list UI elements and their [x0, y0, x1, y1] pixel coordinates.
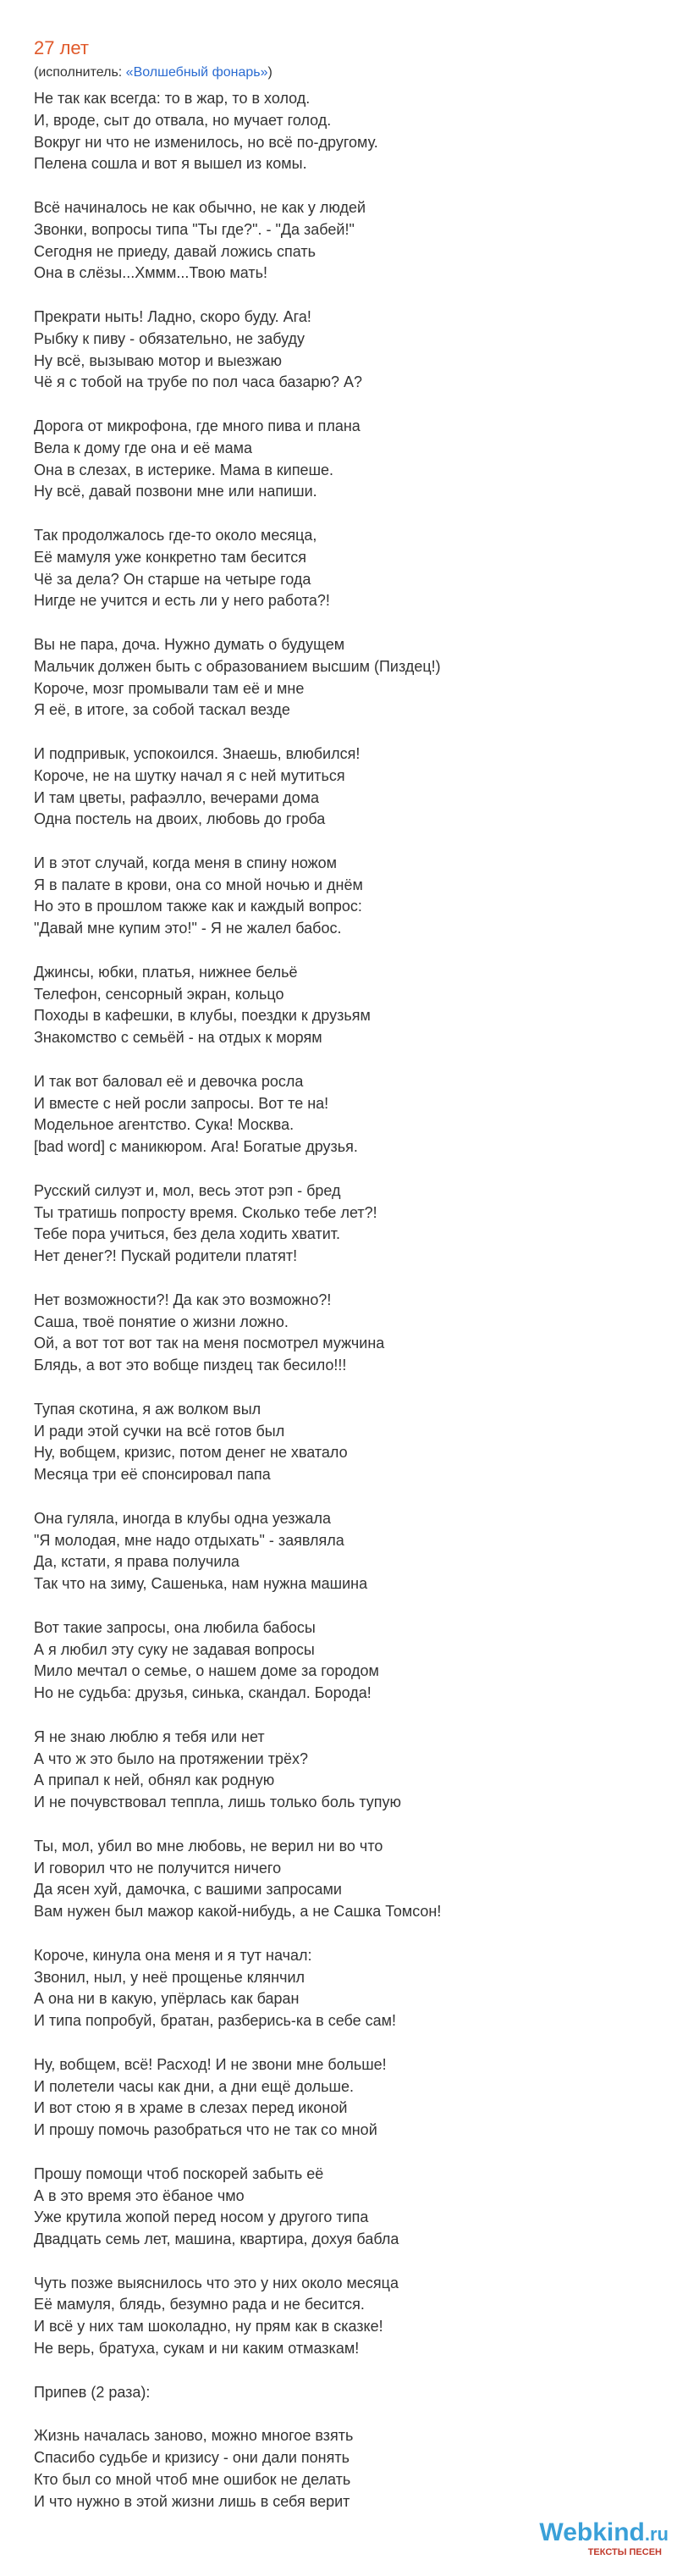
lyric-line: А она ни в какую, упёрлась как баран: [34, 1990, 300, 2008]
lyric-line: Дорога от микрофона, где много пива и плана: [34, 417, 361, 434]
lyric-line: А я любил эту суку не задавая вопросы: [34, 1640, 315, 1658]
lyric-line: Знакомство с семьёй - на отдых к морям: [34, 1029, 322, 1047]
lyric-line: Нет возможности?! Да как это возможно?!: [34, 1291, 332, 1308]
lyric-line: Жизнь началась заново, можно многое взять: [34, 2427, 354, 2445]
logo-subtitle: ТЕКСТЫ ПЕСЕН: [587, 2547, 662, 2557]
lyric-line: И вместе с ней росли запросы. Вот те на!: [34, 1094, 329, 1112]
stanza: [34, 634, 660, 721]
stanza-gap: [34, 1923, 660, 1945]
stanza-gap: [34, 394, 660, 416]
lyric-line: "Давай мне купим это!" - Я не жалел бабос.: [34, 920, 342, 937]
lyric-line: И что нужно в этой жизни лишь в себя верит: [34, 2492, 350, 2510]
lyric-line: Она в слезах, в истерике. Мама в кипеше.: [34, 461, 334, 478]
lyric-line: Одна постель на двоих, любовь до гроба: [34, 810, 326, 828]
logo-tld: .ru: [644, 2523, 669, 2545]
lyric-line: Ты тратишь попросту время. Сколько тебе лет?!: [34, 1203, 377, 1221]
stanza-gap: [34, 175, 660, 197]
lyric-line: Ну, вобщем, кризис, потом денег не хватало: [34, 1444, 348, 1462]
lyric-line: Ой, а вот тот вот так на меня посмотрел мужчина: [34, 1335, 385, 1352]
stanza: [34, 1071, 660, 1158]
lyric-line: Мальчик должен быть с образованием высшим (Пиздец!): [34, 657, 441, 675]
lyric-line: Двадцать семь лет, машина, квартира, дохуя бабла: [34, 2231, 399, 2248]
stanza-gap: [34, 2032, 660, 2054]
stanza-gap: [34, 285, 660, 307]
lyric-line: Ты, мол, убил во мне любовь, не верил ни во что: [34, 1837, 383, 1855]
lyric-line: Ну всё, вызываю мотор и выезжаю: [34, 351, 282, 369]
lyric-line: А в это время это ёбаное чмо: [34, 2186, 245, 2204]
performer-prefix: (исполнитель:: [34, 65, 126, 80]
lyric-line: Ну всё, давай позвони мне или напиши.: [34, 483, 317, 500]
lyric-line: Она в слёзы...Хммм...Твою мать!: [34, 264, 268, 282]
lyric-line: Спасибо судьбе и кризису - они дали понять: [34, 2449, 350, 2467]
lyric-line: Вела к дому где она и её мама: [34, 439, 252, 456]
stanza: [34, 525, 660, 612]
stanza: [34, 2164, 660, 2251]
lyric-line: Звонил, ныл, у неё прощенье клянчил: [34, 1968, 305, 1986]
lyric-line: И типа попробуй, братан, разберись-ка в себе сам!: [34, 2012, 397, 2030]
lyric-line: Блядь, а вот это вобще пиздец так бесило!!!: [34, 1357, 347, 1374]
lyric-line: Нет денег?! Пускай родители платят!: [34, 1247, 298, 1265]
stanza-gap: [34, 940, 660, 962]
performer-link[interactable]: «Волшебный фонарь»: [125, 65, 268, 80]
lyric-line: Короче, мозг промывали там её и мне: [34, 679, 305, 697]
stanza: [34, 2273, 660, 2360]
lyric-line: И прошу помочь разобраться что не так со мной: [34, 2121, 377, 2139]
lyric-line: И всё у них там шоколадно, ну прям как в сказке!: [34, 2318, 383, 2336]
lyric-line: А припал к ней, обнял как родную: [34, 1772, 275, 1789]
lyric-line: Короче, не на шутку начал я с ней мутиться: [34, 766, 345, 784]
stanza-gap: [34, 2403, 660, 2425]
lyric-line: Прошу помощи чтоб поскорей забыть её: [34, 2164, 324, 2182]
stanza: [34, 744, 660, 831]
lyric-line: Звонки, вопросы типа "Ты где?". - "Да забей!": [34, 220, 355, 238]
lyric-line: И так вот баловал её и девочка росла: [34, 1072, 304, 1090]
stanza: [34, 1180, 660, 1268]
lyric-line: Короче, кинула она меня и я тут начал:: [34, 1946, 312, 1964]
lyric-line: Сегодня не приеду, давай ложись спать: [34, 242, 316, 260]
stanza-gap: [34, 1377, 660, 1399]
lyric-line: И ради этой сучки на всё готов был: [34, 1422, 285, 1440]
stanza: [34, 853, 660, 940]
stanza-gap: [34, 2251, 660, 2273]
stanza: [34, 2382, 660, 2404]
stanza: [34, 197, 660, 285]
lyric-line: Прекрати ныть! Ладно, скоро буду. Ага!: [34, 307, 311, 325]
lyric-line: Рыбку к пиву - обязательно, не забуду: [34, 329, 305, 347]
stanza: [34, 88, 660, 175]
performer-suffix: ): [267, 65, 272, 80]
lyric-line: "Я молодая, мне надо отдыхать" - заявляла: [34, 1531, 344, 1549]
lyric-line: Всё начиналось не как обычно, не как у людей: [34, 198, 366, 216]
stanza-gap: [34, 1049, 660, 1071]
stanza: [34, 1836, 660, 1923]
lyric-line: Русский силуэт и, мол, весь этот рэп - бред: [34, 1181, 341, 1199]
webkind-logo[interactable]: [539, 2519, 669, 2548]
lyric-line: Телефон, сенсорный экран, кольцо: [34, 985, 284, 1003]
lyric-line: И подпривык, успокоился. Знаешь, влюбился!: [34, 744, 361, 762]
stanza: [34, 416, 660, 503]
lyric-line: Чё за дела? Он старше на четыре года: [34, 570, 311, 588]
lyric-line: Так что на зиму, Сашенька, нам нужна машина: [34, 1575, 368, 1593]
lyric-line: Не так как всегда: то в жар, то в холод.: [34, 90, 311, 107]
stanza: [34, 307, 660, 394]
song-title: 27 лет: [34, 37, 90, 58]
lyric-line: Припев (2 раза):: [34, 2383, 151, 2401]
lyric-line: Я не знаю люблю я тебя или нет: [34, 1727, 265, 1745]
lyric-line: Кто был со мной чтоб мне ошибок не делать: [34, 2470, 351, 2488]
lyric-line: Пелена сошла и вот я вышел из комы.: [34, 155, 307, 173]
lyric-line: Уже крутила жопой перед носом у другого типа: [34, 2208, 369, 2226]
lyric-line: Джинсы, юбки, платья, нижнее бельё: [34, 963, 298, 981]
lyric-line: Она гуляла, иногда в клубы одна уезжала: [34, 1509, 332, 1527]
lyric-line: Её мамуля уже конкретно там бесится: [34, 548, 307, 566]
lyric-line: Тупая скотина, я аж волком выл: [34, 1400, 261, 1418]
lyric-line: Да, кстати, я права получила: [34, 1553, 239, 1571]
stanza-gap: [34, 721, 660, 744]
lyric-line: Так продолжалось где-то около месяца,: [34, 526, 317, 544]
lyric-line: Вам нужен был мажор какой-нибудь, а не Сашка Томсон!: [34, 1903, 442, 1921]
lyric-line: И вот стою я в храме в слезах перед иконой: [34, 2099, 348, 2117]
lyric-line: Я её, в итоге, за собой таскал везде: [34, 701, 290, 719]
stanza-gap: [34, 1268, 660, 1290]
lyric-line: И, вроде, сыт до отвала, но мучает голод.: [34, 111, 332, 129]
lyric-line: И в этот случай, когда меня в спину ножом: [34, 854, 338, 871]
lyric-line: [bad word] с маникюром. Ага! Богатые друзья.: [34, 1138, 358, 1156]
lyric-line: Вокруг ни что не изменилось, но всё по-другому.: [34, 133, 378, 151]
lyric-line: Её мамуля, блядь, безумно рада и не бесится.: [34, 2296, 365, 2313]
stanza: [34, 1508, 660, 1595]
stanza: [34, 1617, 660, 1705]
lyric-line: И не почувствовал теппла, лишь только боль тупую: [34, 1794, 402, 1811]
lyric-line: Вы не пара, доча. Нужно думать о будущем: [34, 635, 345, 653]
stanza: [34, 1727, 660, 1814]
lyric-line: Нигде не учится и есть ли у него работа?!: [34, 592, 330, 610]
stanza-gap: [34, 1705, 660, 1727]
stanza: [34, 1945, 660, 2032]
lyric-line: А что ж это было на протяжении трёх?: [34, 1750, 308, 1767]
lyric-line: Модельное агентство. Сука! Москва.: [34, 1116, 294, 1134]
performer-line: [34, 64, 272, 81]
lyric-line: Не верь, братуха, сукам и ни каким отмазкам!: [34, 2340, 360, 2358]
lyric-line: Походы в кафешки, в клубы, поездки к друзьям: [34, 1007, 371, 1025]
lyric-line: Но это в прошлом также как и каждый вопрос:: [34, 898, 362, 915]
stanza: [34, 2054, 660, 2142]
stanza-gap: [34, 1486, 660, 1508]
lyric-line: Чуть позже выяснилось что это у них около месяца: [34, 2274, 399, 2291]
lyric-line: Вот такие запросы, она любила бабосы: [34, 1618, 316, 1636]
lyric-line: Но не судьба: друзья, синька, скандал. Борода!: [34, 1684, 372, 1702]
stanza-gap: [34, 612, 660, 634]
lyric-line: Мило мечтал о семье, о нашем доме за городом: [34, 1662, 379, 1680]
lyric-line: Ну, вобщем, всё! Расход! И не звони мне больше!: [34, 2055, 387, 2073]
logo-main: Webkind: [539, 2518, 645, 2546]
stanza-gap: [34, 2360, 660, 2382]
stanza: [34, 2425, 660, 2512]
stanza-gap: [34, 831, 660, 853]
lyrics-body: [34, 88, 660, 2512]
lyric-line: Да ясен хуй, дамочка, с вашими запросами: [34, 1881, 342, 1899]
stanza: [34, 1290, 660, 1377]
stanza: [34, 962, 660, 1049]
lyric-line: Месяца три её спонсировал папа: [34, 1466, 271, 1484]
stanza-gap: [34, 2142, 660, 2164]
lyric-line: Я в палате в крови, она со мной ночью и днём: [34, 876, 363, 893]
lyric-line: Чё я с тобой на трубе по пол часа базарю? А?: [34, 373, 363, 391]
lyric-line: И там цветы, рафаэлло, вечерами дома: [34, 788, 319, 806]
lyric-line: Тебе пора учиться, без дела ходить хватит.: [34, 1225, 341, 1243]
lyric-line: И говорил что не получится ничего: [34, 1859, 282, 1877]
stanza-gap: [34, 1158, 660, 1180]
lyric-line: И полетели часы как дни, а дни ещё дольше.: [34, 2077, 355, 2095]
lyric-line: Саша, твоё понятие о жизни ложно.: [34, 1313, 289, 1330]
stanza-gap: [34, 1595, 660, 1617]
stanza-gap: [34, 503, 660, 525]
stanza: [34, 1399, 660, 1486]
stanza-gap: [34, 1814, 660, 1836]
